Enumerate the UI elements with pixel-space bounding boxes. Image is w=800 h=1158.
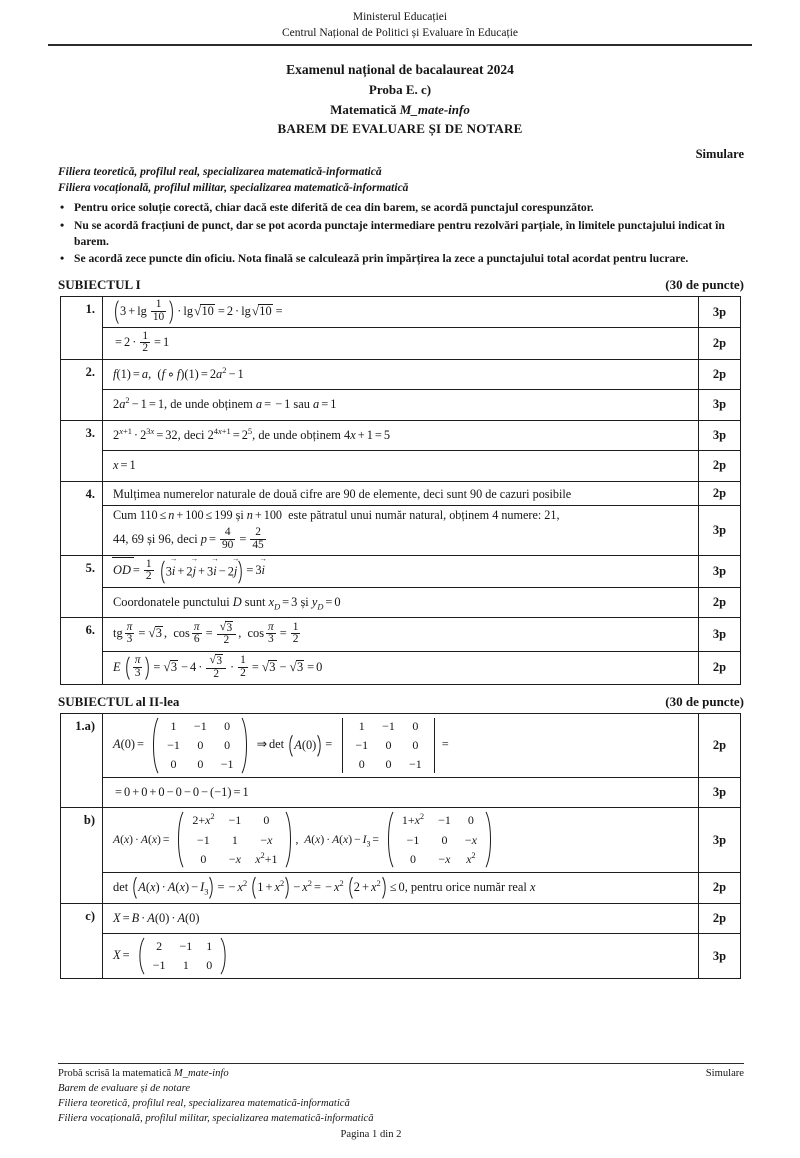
matrix: $1+x^2$ −1 0 −1 0 −x 0 −x $x^2$	[384, 811, 495, 868]
table-row	[61, 713, 741, 777]
row-index: b)	[61, 808, 103, 903]
inline-text: și	[232, 507, 247, 522]
table-row	[61, 555, 741, 587]
left-paren-icon	[287, 734, 293, 758]
subiectul-1-label: SUBIECTUL I	[58, 276, 141, 292]
note-item	[58, 218, 748, 251]
right-paren-icon	[317, 734, 323, 758]
right-paren-icon	[285, 876, 291, 900]
left-paren-icon	[347, 876, 353, 900]
inline-text: , deci	[177, 427, 208, 442]
barem-title: BAREM DE EVALUARE ȘI DE NOTARE	[277, 121, 523, 137]
subiectul-2-table	[60, 713, 741, 979]
row-points: 2p	[699, 359, 741, 390]
subiectul-1-table	[60, 296, 741, 685]
paren-group: A(0)	[287, 734, 323, 758]
math-expression: OD = $\frac{1}{2}$ 3i → + 2j → + 3i → − 2j → = 3i →	[113, 563, 265, 577]
inline-text: , pentru orice număr real	[404, 879, 530, 894]
math-expression: X = 2 −1 1 −1 1 0	[113, 948, 230, 962]
math-expression: 3 + lg $\frac{1}{10}$ · lg √ 10 = 2 · lg √ 10 =	[113, 304, 285, 318]
ministry-line-2: Centrul Național de Politici și Evaluare în Educație	[281, 26, 518, 39]
inline-text: sunt	[241, 594, 269, 609]
determinant: 1 −1 0 −1 0 0 0 0 −1	[337, 717, 439, 774]
left-paren-icon	[113, 300, 119, 324]
math-expression: E $\frac{\pi}{3}$ = √ 3 − 4 · √ $\frac{3}{2}$ · $\frac{1}{2}$ = √ 3 − √ 3 = 0	[113, 660, 322, 674]
row-points: 3p	[699, 296, 741, 327]
row-solution	[103, 777, 699, 808]
footer-simulare: Simulare	[705, 1067, 744, 1079]
right-paren-icon	[241, 717, 250, 774]
row-points: 3p	[699, 555, 741, 587]
subiectul-1-heading	[0, 268, 800, 296]
row-solution	[103, 651, 699, 684]
row-solution	[103, 872, 699, 903]
inline-text: sau	[290, 397, 314, 412]
footer-exam-label	[58, 1066, 229, 1081]
table-row	[61, 777, 741, 808]
footer-line-4: Filiera vocațională, profilul militar, specializarea matematică-informatică	[58, 1112, 374, 1124]
left-paren-icon	[150, 717, 159, 774]
paren-group: 3i → + 2j → + 3i → − 2j →	[159, 560, 245, 584]
inline-text: Mulțimea numerelor naturale de două cifre are 90 de elemente, deci sunt 90 de cazuri posibile	[113, 486, 572, 501]
math-expression: = 2 · $\frac{1}{2}$ = 1	[115, 329, 170, 355]
row-solution	[103, 328, 699, 359]
table-row	[61, 359, 741, 390]
header-divider	[48, 44, 752, 46]
bullet-icon: •	[60, 217, 65, 232]
footer-subject-code: M_mate-info	[173, 1067, 229, 1079]
table-row	[61, 328, 741, 359]
page-number: Pagina 1 din 2	[340, 1128, 402, 1140]
math-expression: Cum 110 ≤ n + 100 ≤ 199 și n + 100 este pătratul unui număr natural, obținem 4 numere: 21,	[113, 507, 560, 522]
subject-code: M_mate-info	[399, 101, 470, 117]
right-paren-icon	[382, 876, 388, 900]
note-text: Pentru orice soluție corectă, chiar dacă este diferită de cea din barem, se acordă punctajul corespunzător.	[74, 201, 594, 215]
row-solution	[103, 903, 699, 934]
inline-text: , de unde obținem	[164, 397, 256, 412]
paren-group: $A(x) \cdot A(x) - I_3$	[131, 876, 215, 900]
row-solution	[103, 587, 699, 618]
math-expression: 44, 69 și 96, deci p = $\frac{4}{90}$ = $\frac{2}{45}$	[113, 525, 264, 551]
math-expression: X = B · A(0) · A(0)	[113, 910, 200, 925]
inline-text: , de unde obținem	[252, 427, 345, 442]
row-solution	[103, 481, 699, 505]
row-index: 1.	[61, 296, 103, 359]
table-row	[61, 872, 741, 903]
inline-text: Cum	[113, 507, 140, 522]
document-footer	[0, 1063, 800, 1142]
row-solution	[103, 934, 699, 979]
row-points: 3p	[699, 618, 741, 651]
row-solution	[103, 505, 699, 555]
paren-group: $\frac{\pi}{3}$	[124, 656, 152, 680]
row-points: 2p	[699, 651, 741, 684]
row-solution	[103, 808, 699, 872]
left-paren-icon	[175, 811, 184, 868]
row-solution	[103, 555, 699, 587]
title-block	[0, 60, 800, 139]
table-row	[61, 390, 741, 421]
row-points: 2p	[699, 872, 741, 903]
right-paren-icon	[169, 300, 175, 324]
table-row	[61, 651, 741, 684]
math-expression: A(0) = 1 −1 0 −1 0 0 0 0 −1 ⇒ det A(0) = 1 −1 0 −1 0 0 0 0 −1 =	[113, 737, 451, 751]
det-bar-right	[434, 718, 435, 773]
right-paren-icon	[220, 937, 229, 975]
left-paren-icon	[124, 656, 130, 680]
subject-prefix: Matematică	[330, 101, 400, 117]
row-points: 2p	[699, 903, 741, 934]
left-paren-icon	[136, 937, 145, 975]
row-solution	[103, 359, 699, 390]
subiectul-1-points: (30 de puncte)	[665, 276, 744, 292]
row-index: 3.	[61, 420, 103, 481]
paren-group: $1 + x^2$	[250, 876, 291, 900]
subiectul-2-points: (30 de puncte)	[665, 693, 744, 709]
math-expression: = 0 + 0 + 0 − 0 − 0 − (−1) = 1	[115, 784, 249, 799]
right-paren-icon	[238, 560, 244, 584]
math-expression: $2a^2 - 1 = 1$, de unde obținem a = − 1 sau a = 1	[113, 394, 337, 412]
table-row	[61, 481, 741, 505]
footer-line-2: Barem de evaluare și de notare	[58, 1082, 191, 1094]
note-item	[58, 200, 748, 216]
subject-title	[0, 100, 800, 120]
left-paren-icon	[131, 876, 137, 900]
row-index: 6.	[61, 618, 103, 685]
table-row	[61, 903, 741, 934]
proba-title: Proba E. c)	[368, 82, 432, 98]
bullet-icon: •	[60, 251, 65, 266]
subiectul-2-label: SUBIECTUL al II-lea	[58, 693, 180, 709]
inline-text: Coordonatele punctului	[113, 594, 233, 609]
row-index: 1.a)	[61, 713, 103, 808]
bullet-icon: •	[60, 200, 65, 215]
row-points: 2p	[699, 451, 741, 482]
row-points: 3p	[699, 808, 741, 872]
footer-line-3: Filiera teoretică, profilul real, specializarea matematică-informatică	[58, 1097, 350, 1109]
row-points: 3p	[699, 390, 741, 421]
table-row	[61, 618, 741, 651]
filiera-line-2: Filiera vocațională, profilul militar, specializarea matematică-informatică	[58, 182, 409, 195]
math-expression	[113, 487, 571, 501]
table-row	[61, 505, 741, 555]
note-text: Se acordă zece puncte din oficiu. Nota finală se calculează prin împărțirea la zece a punctajului total acordat pentru lucrare.	[74, 252, 689, 266]
math-expression: A(x) · A(x) = $2+x^2$ −1 0 −1 1 −x 0 −x $x^2+1$ , $A(x) \cdot A(x) - I_3$ = $1+x^2$ −1 0 −1 0 −x 0 −x $x^2$	[113, 833, 495, 846]
row-points: 3p	[699, 777, 741, 808]
math-expression: det $A(x) \cdot A(x) - I_3$ = − $x^2$ $1 + x^2$ − $x^2$ = − $x^2$ $2 + x^2$ ≤ 0, pentru orice număr real x	[113, 880, 535, 894]
matrix: 2 −1 1 −1 1 0	[135, 937, 231, 975]
grading-notes	[0, 197, 800, 268]
row-solution	[103, 451, 699, 482]
row-solution	[103, 296, 699, 327]
inline-text: și	[297, 594, 312, 609]
row-solution	[103, 713, 699, 777]
note-text: Nu se acordă fracțiuni de punct, dar se pot acorda punctaje intermediare pentru rezolvări parțiale, în limitele punctajului indicat în barem.	[74, 218, 725, 249]
ministry-line-1: Ministerul Educației	[352, 11, 448, 23]
footer-line-1	[58, 1066, 744, 1081]
table-row	[61, 451, 741, 482]
subiectul-2-heading	[0, 685, 800, 713]
matrix: $2+x^2$ −1 0 −1 1 −x 0 −x $x^2+1$	[174, 811, 295, 868]
math-expression: Coordonatele punctului D sunt $x_D = 3$ și $y_D = 0$	[113, 594, 341, 612]
right-paren-icon	[209, 876, 215, 900]
left-paren-icon	[250, 876, 256, 900]
row-index: 5.	[61, 555, 103, 617]
math-expression: f(1) = a, (f ∘ $f)(1) = 2a^2 - 1$	[113, 364, 244, 381]
row-points: 2p	[699, 587, 741, 618]
document-header	[0, 0, 800, 41]
table-row	[61, 420, 741, 451]
right-paren-icon	[145, 656, 151, 680]
row-solution	[103, 420, 699, 451]
note-item	[58, 251, 748, 267]
left-paren-icon	[385, 811, 394, 868]
det-bar-left	[342, 718, 343, 773]
row-points: 3p	[699, 505, 741, 555]
right-paren-icon	[285, 811, 294, 868]
row-index: c)	[61, 903, 103, 979]
table-row	[61, 808, 741, 872]
table-row	[61, 587, 741, 618]
row-points: 2p	[699, 328, 741, 359]
inline-text: 44, 69 și 96, deci	[113, 531, 201, 546]
row-solution	[103, 390, 699, 421]
row-points: 3p	[699, 934, 741, 979]
math-expression: $2^{x+1} \cdot 2^{3x} = 32$, deci $2^{4x+1} = 2^5$, de unde obținem 4x + 1 = 5	[113, 425, 391, 442]
filiera-block	[0, 162, 800, 197]
math-expression: tg $\frac{\pi}{3}$ = √ 3 , cos $\frac{\pi}{6}$ = √ $\frac{3}{2}$ , cos $\frac{\pi}{3}$ = $\frac{1}{2}$	[113, 626, 302, 640]
matrix: 1 −1 0 −1 0 0 0 0 −1	[149, 717, 251, 774]
row-index: 2.	[61, 359, 103, 420]
footer-exam-prefix: Probă scrisă la matematică	[58, 1067, 174, 1079]
right-paren-icon	[485, 811, 494, 868]
row-points: 3p	[699, 420, 741, 451]
simulare-label: Simulare	[695, 146, 744, 161]
row-index: 4.	[61, 481, 103, 555]
filiera-line-1: Filiera teoretică, profilul real, specializarea matematică-informatică	[58, 165, 382, 178]
row-solution	[103, 618, 699, 651]
row-points: 2p	[699, 713, 741, 777]
row-points: 2p	[699, 481, 741, 505]
inline-text: este pătratul unui număr natural, obținem 4 numere: 21,	[285, 507, 560, 522]
exam-title: Examenul național de bacalaureat 2024	[286, 62, 514, 78]
paren-group: 3 + lg $\frac{1}{10}$	[113, 300, 175, 324]
table-row	[61, 296, 741, 327]
math-expression: x = 1	[113, 458, 136, 473]
table-row	[61, 934, 741, 979]
left-paren-icon	[159, 560, 165, 584]
paren-group: $2 + x^2$	[347, 876, 388, 900]
